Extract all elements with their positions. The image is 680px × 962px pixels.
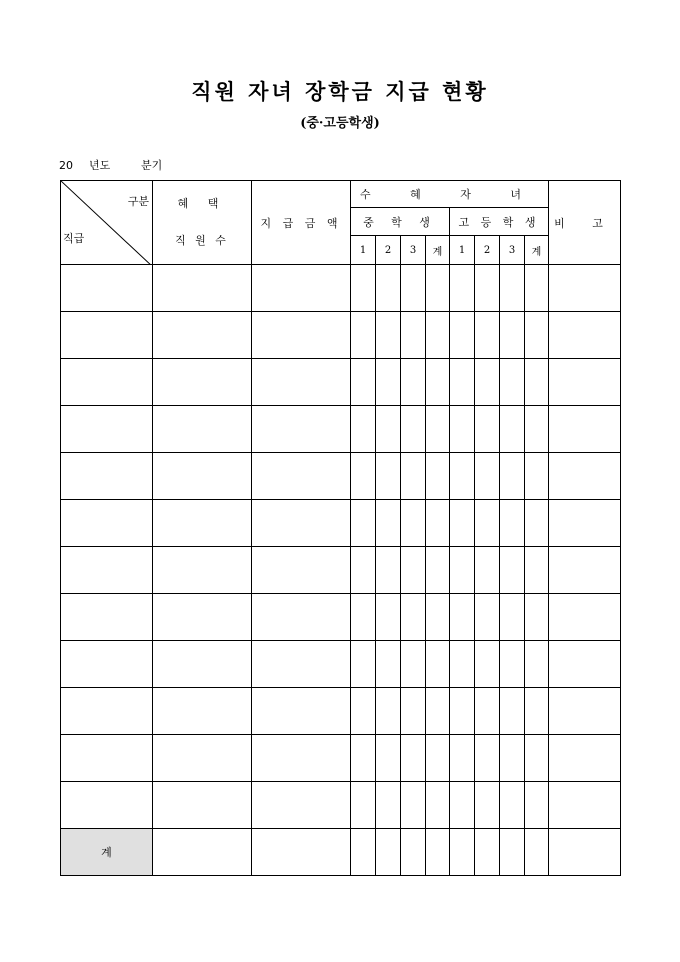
table-cell[interactable] [376,265,401,312]
table-row [61,547,621,594]
recipients-header: 수 혜 자 녀 [351,181,549,208]
table-cell[interactable] [401,500,426,547]
table-cell[interactable] [401,406,426,453]
table-row [61,359,621,406]
table-cell[interactable] [376,500,401,547]
table-cell[interactable] [475,641,500,688]
table-cell[interactable] [475,406,500,453]
table-cell[interactable] [525,312,549,359]
table-cell[interactable] [426,500,450,547]
table-cell[interactable] [252,688,351,735]
table-cell[interactable] [153,688,252,735]
table-cell[interactable] [525,547,549,594]
table-cell[interactable] [549,547,621,594]
table-cell[interactable] [252,406,351,453]
table-cell[interactable] [450,265,475,312]
table-cell[interactable] [475,312,500,359]
table-cell[interactable] [426,547,450,594]
table-cell[interactable] [61,688,153,735]
table-cell[interactable] [426,641,450,688]
quarter-label: 분기 [141,159,163,172]
table-cell[interactable] [450,406,475,453]
table-cell[interactable] [525,594,549,641]
total-row [61,829,621,876]
table-cell[interactable] [351,500,376,547]
table-cell[interactable] [500,594,525,641]
table-cell[interactable] [549,406,621,453]
document-title: 직원 자녀 장학금 지급 현황 [191,79,489,104]
table-cell[interactable] [475,265,500,312]
table-row [61,735,621,782]
table-cell[interactable] [549,359,621,406]
table-cell[interactable] [525,782,549,829]
table-cell[interactable] [252,265,351,312]
table-cell[interactable] [500,735,525,782]
table-cell[interactable] [500,782,525,829]
ms-total: 계 [426,236,450,265]
table-cell[interactable] [475,735,500,782]
table-cell[interactable] [450,735,475,782]
table-cell[interactable] [252,500,351,547]
table-row [61,688,621,735]
table-cell[interactable] [426,359,450,406]
table-cell[interactable] [351,688,376,735]
table-cell[interactable] [401,453,426,500]
table-cell[interactable] [252,782,351,829]
table-cell[interactable] [61,594,153,641]
table-cell[interactable] [500,265,525,312]
table-cell[interactable] [252,312,351,359]
table-cell[interactable] [500,688,525,735]
table-cell[interactable] [376,312,401,359]
document-subtitle: (중·고등학생) [300,116,380,131]
table-cell[interactable] [351,453,376,500]
table-cell[interactable] [351,547,376,594]
table-cell[interactable] [475,453,500,500]
table-cell[interactable] [61,735,153,782]
table-cell[interactable] [500,453,525,500]
payment-amount-header: 지 급 금 액 [252,181,351,265]
table-cell[interactable] [252,594,351,641]
benefit-label: 혜 택 [177,197,227,210]
remarks-header: 비 고 [549,181,621,265]
table-row [61,312,621,359]
table-row [61,265,621,312]
table-cell[interactable] [525,688,549,735]
table-cell[interactable] [525,265,549,312]
table-cell[interactable] [376,782,401,829]
table-row [61,594,621,641]
table-cell[interactable] [61,782,153,829]
table-cell[interactable] [450,688,475,735]
table-row [61,500,621,547]
table-cell[interactable] [500,641,525,688]
ms-grade-1: 1 [351,236,376,265]
total-cell[interactable] [351,829,376,876]
table-cell[interactable] [376,641,401,688]
table-cell[interactable] [401,735,426,782]
table-cell[interactable] [525,641,549,688]
table-cell[interactable] [376,359,401,406]
table-cell[interactable] [252,453,351,500]
table-cell[interactable] [252,735,351,782]
hs-total: 계 [525,236,549,265]
table-cell[interactable] [549,453,621,500]
table-cell[interactable] [450,594,475,641]
table-cell[interactable] [475,688,500,735]
table-cell[interactable] [549,688,621,735]
table-cell[interactable] [426,453,450,500]
table-cell[interactable] [61,500,153,547]
table-cell[interactable] [153,500,252,547]
table-cell[interactable] [61,453,153,500]
table-cell[interactable] [153,453,252,500]
table-cell[interactable] [475,594,500,641]
scholarship-table [60,180,621,876]
table-cell[interactable] [426,782,450,829]
table-cell[interactable] [351,359,376,406]
table-cell[interactable] [549,594,621,641]
table-cell[interactable] [153,782,252,829]
category-rank-header [61,181,153,265]
total-cell[interactable] [153,829,252,876]
table-cell[interactable] [426,688,450,735]
total-cell[interactable] [450,829,475,876]
table-cell[interactable] [525,735,549,782]
table-cell[interactable] [475,782,500,829]
hs-grade-1: 1 [450,236,475,265]
table-cell[interactable] [61,406,153,453]
table-cell[interactable] [500,547,525,594]
table-cell[interactable] [475,500,500,547]
total-cell[interactable] [500,829,525,876]
table-cell[interactable] [351,312,376,359]
table-cell[interactable] [401,359,426,406]
table-cell[interactable] [153,265,252,312]
table-cell[interactable] [61,265,153,312]
table-cell[interactable] [61,312,153,359]
table-cell[interactable] [351,735,376,782]
table-cell[interactable] [426,735,450,782]
table-cell[interactable] [376,453,401,500]
year-prefix: 20 [59,159,73,172]
table-cell[interactable] [252,359,351,406]
table-cell[interactable] [351,641,376,688]
table-cell[interactable] [549,500,621,547]
table-cell[interactable] [426,312,450,359]
total-cell[interactable] [401,829,426,876]
table-cell[interactable] [500,359,525,406]
table-cell[interactable] [549,265,621,312]
total-cell[interactable] [252,829,351,876]
total-cell[interactable] [376,829,401,876]
category-label: 구분 [127,195,149,208]
table-cell[interactable] [401,265,426,312]
table-cell[interactable] [153,312,252,359]
year-label: 년도 [89,159,111,172]
table-cell[interactable] [500,500,525,547]
total-label: 계 [61,829,153,876]
table-cell[interactable] [376,735,401,782]
total-cell[interactable] [475,829,500,876]
total-cell[interactable] [549,829,621,876]
table-row [61,782,621,829]
table-cell[interactable] [153,406,252,453]
table-cell[interactable] [525,453,549,500]
table-cell[interactable] [450,453,475,500]
ms-grade-3: 3 [401,236,426,265]
table-cell[interactable] [450,359,475,406]
employee-count-label: 직 원 수 [175,234,229,247]
table-cell[interactable] [450,782,475,829]
table-cell[interactable] [153,594,252,641]
table-cell[interactable] [252,641,351,688]
hs-grade-3: 3 [500,236,525,265]
table-row [61,406,621,453]
table-cell[interactable] [376,594,401,641]
table-cell[interactable] [500,312,525,359]
total-cell[interactable] [426,829,450,876]
table-cell[interactable] [351,782,376,829]
table-cell[interactable] [401,641,426,688]
table-cell[interactable] [401,782,426,829]
table-cell[interactable] [351,406,376,453]
table-cell[interactable] [376,688,401,735]
table-cell[interactable] [61,641,153,688]
table-cell[interactable] [426,594,450,641]
table-cell[interactable] [525,406,549,453]
table-cell[interactable] [401,688,426,735]
hs-grade-2: 2 [475,236,500,265]
table-cell[interactable] [153,641,252,688]
table-cell[interactable] [351,265,376,312]
period-line [59,157,162,173]
table-cell[interactable] [426,406,450,453]
table-cell[interactable] [153,359,252,406]
ms-grade-2: 2 [376,236,401,265]
total-cell[interactable] [525,829,549,876]
table-cell[interactable] [475,547,500,594]
table-row [61,453,621,500]
table-cell[interactable] [450,641,475,688]
table-cell[interactable] [549,641,621,688]
table-cell[interactable] [61,359,153,406]
rank-label: 직급 [63,232,85,245]
table-row [61,641,621,688]
table-cell[interactable] [450,312,475,359]
table-cell[interactable] [252,547,351,594]
table-cell[interactable] [450,547,475,594]
table-cell[interactable] [401,547,426,594]
table-cell[interactable] [153,547,252,594]
benefit-header [153,181,252,265]
middle-school-header: 중 학 생 [351,208,450,236]
table-cell[interactable] [426,265,450,312]
table-cell[interactable] [376,547,401,594]
table-cell[interactable] [525,500,549,547]
table-cell[interactable] [549,782,621,829]
table-cell[interactable] [450,500,475,547]
table-cell[interactable] [525,359,549,406]
table-cell[interactable] [549,735,621,782]
table-cell[interactable] [401,312,426,359]
table-cell[interactable] [401,594,426,641]
table-cell[interactable] [500,406,525,453]
table-cell[interactable] [475,359,500,406]
table-cell[interactable] [61,547,153,594]
high-school-header: 고 등 학 생 [450,208,549,236]
table-cell[interactable] [376,406,401,453]
table-cell[interactable] [153,735,252,782]
table-cell[interactable] [351,594,376,641]
table-cell[interactable] [549,312,621,359]
